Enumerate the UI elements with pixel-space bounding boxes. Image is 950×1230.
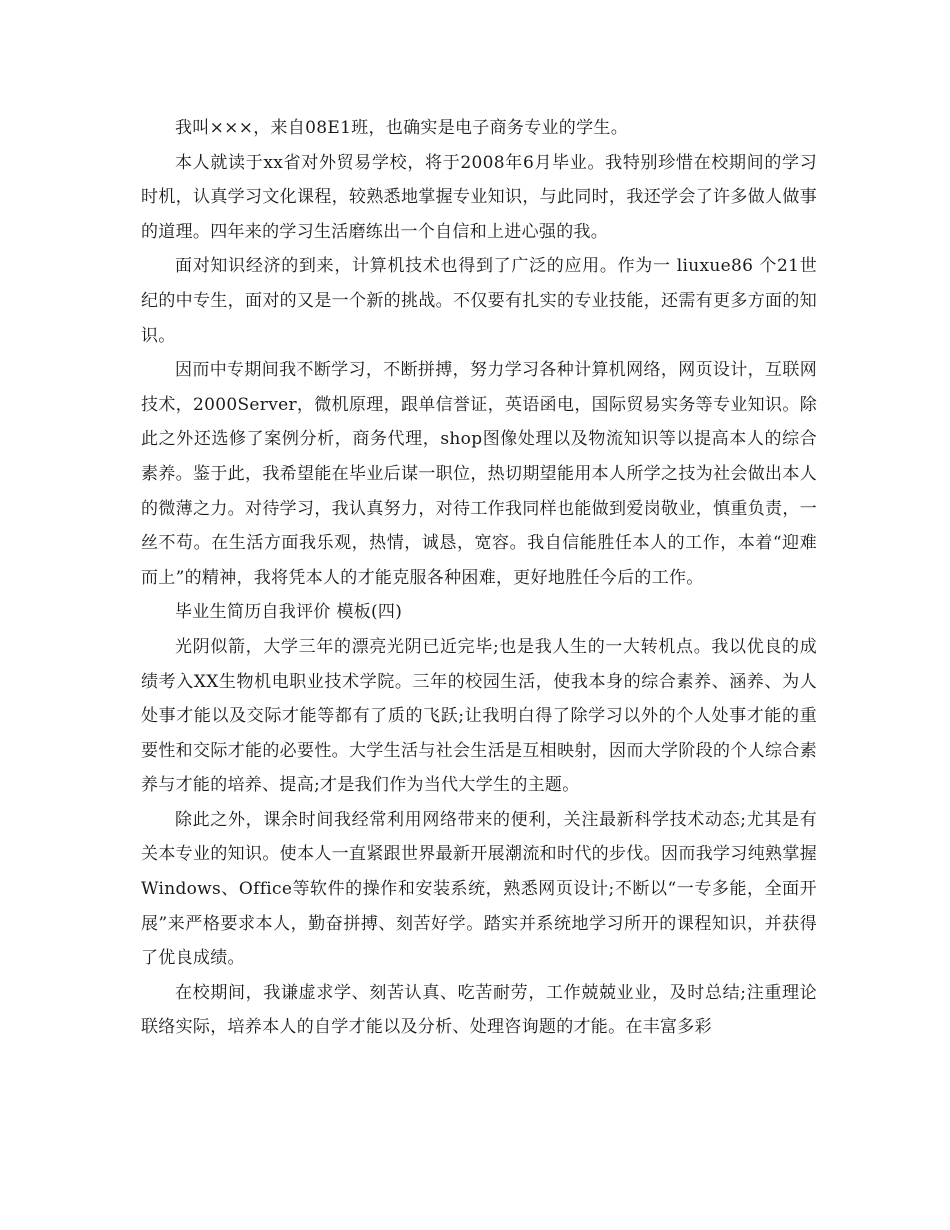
paragraph-college: 光阴似箭，大学三年的漂亮光阴已近完毕;也是我人生的一大转机点。我以优良的成绩考入XX生物机电职业技术学院。三年的校园生活，使我本身的综合素养、涵养、为人处事才能以及交际才能等都有了质的飞跃;让我明白得了除学习以外的个人处事才能的重要性和交际才能的必要性。大学生活与社会生活是互相映射，因而大学阶段的个人综合素养与才能的培养、提高;才是我们作为当代大学生的主题。	[141, 636, 817, 796]
paragraph-school: 本人就读于xx省对外贸易学校，将于2008年6月毕业。我特别珍惜在校期间的学习时机，认真学习文化课程，较熟悉地掌握专业知识，与此同时，我还学会了许多做人做事的道理。四年来的学习生活磨练出一个自信和上进心强的我。	[141, 152, 817, 242]
paragraph-campus: 在校期间，我谦虚求学、刻苦认真、吃苦耐劳，工作兢兢业业，及时总结;注重理论联络实际，培养本人的自学才能以及分析、处理咨询题的才能。在丰富多彩	[141, 982, 817, 1038]
paragraph-intro: 我叫×××，来自08E1班，也确实是电子商务专业的学生。	[175, 118, 628, 138]
document-body	[141, 111, 817, 1045]
paragraph-extracurricular: 除此之外，课余时间我经常利用网络带来的便利，关注最新科学技术动态;尤其是有关本专业的知识。使本人一直紧跟世界最新开展潮流和时代的步伐。因而我学习纯熟掌握Windows、Office等软件的操作和安装系统，熟悉网页设计;不断以“一专多能，全面开展”来严格要求本人，勤奋拼搏、刻苦好学。踏实并系统地学习所开的课程知识，并获得了优良成绩。	[141, 809, 817, 969]
paragraph-knowledge-economy: 面对知识经济的到来，计算机技术也得到了广泛的应用。作为一 liuxue86 个21世纪的中专生，面对的又是一个新的挑战。不仅要有扎实的专业技能，还需有更多方面的知识。	[141, 256, 817, 346]
paragraph-studies: 因而中专期间我不断学习，不断拼搏，努力学习各种计算机网络，网页设计，互联网技术，2000Server，微机原理，跟单信誉证，英语函电，国际贸易实务等专业知识。除此之外还选修了案例分析，商务代理，shop图像处理以及物流知识等以提高本人的综合素养。鉴于此，我希望能在毕业后谋一职位，热切期望能用本人所学之技为社会做出本人的微薄之力。对待学习，我认真努力，对待工作我同样也能做到爱岗敬业，慎重负责，一丝不苟。在生活方面我乐观，热情，诚恳，宽容。我自信能胜任本人的工作，本着“迎难而上”的精神，我将凭本人的才能克服各种困难，更好地胜任今后的工作。	[141, 360, 817, 588]
section-heading: 毕业生简历自我评价 模板(四)	[175, 602, 403, 623]
